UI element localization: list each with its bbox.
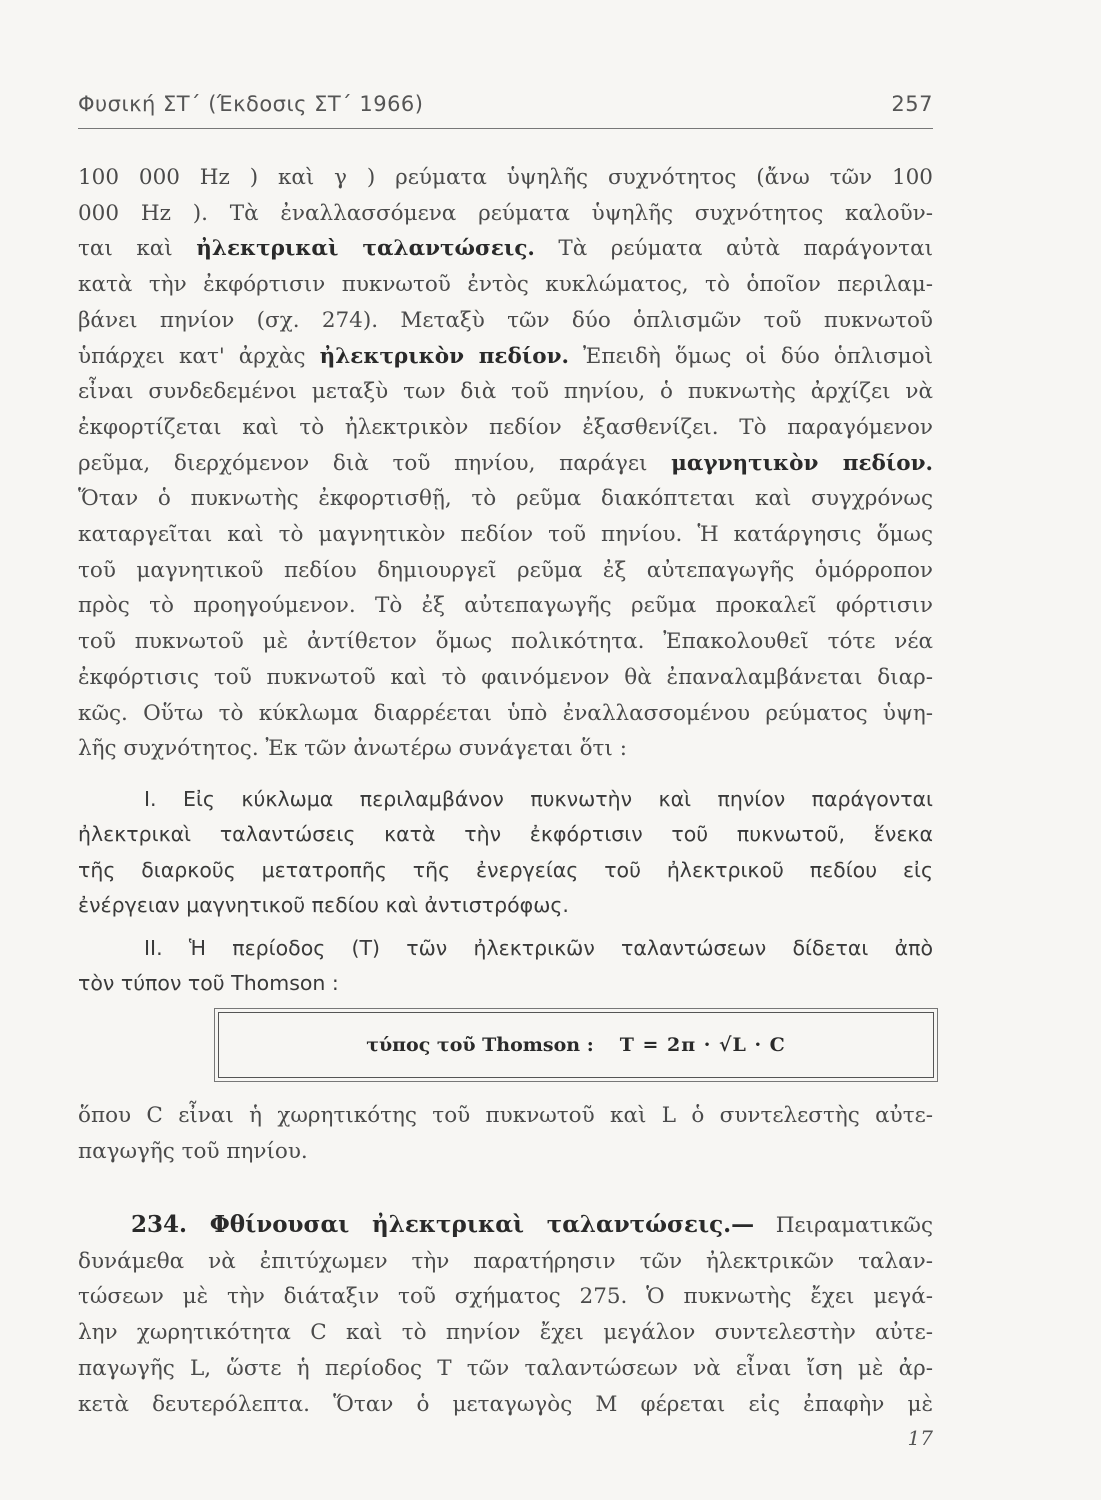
text-line xyxy=(78,410,933,446)
text-run: 100 000 Hz ) καὶ γ ) ρεύματα ὑψηλῆς συχνότητος (ἄνω τῶν 100 xyxy=(78,165,933,190)
text-run: 000 Hz ). Τὰ ἐναλλασσόμενα ρεύματα ὑψηλῆς συχνότητος καλοῦν- xyxy=(78,200,933,226)
text-run: τοῦ μαγνητικοῦ πεδίου δημιουργεῖ ρεῦμα ἐξ αὐτεπαγωγῆς ὁμόρροπον xyxy=(78,557,933,583)
text-line xyxy=(78,517,933,553)
text-line xyxy=(78,339,933,375)
list-item-1-line: Ι. Εἰς κύκλωμα περιλαμβάνον πυκνωτὴν καὶ πηνίον παράγονται xyxy=(144,787,933,811)
list-item-2-line: ΙΙ. Ἡ περίοδος (Τ) τῶν ἠλεκτρικῶν ταλαντώσεων δίδεται ἀπὸ xyxy=(144,936,933,961)
text-line xyxy=(78,731,933,767)
text-line: τώσεων μὲ τὴν διάταξιν τοῦ σχήματος 275. Ὁ πυκνωτὴς ἔχει μεγά- xyxy=(78,1284,933,1310)
text-line: λην χωρητικότητα C καὶ τὸ πηνίον ἔχει μεγάλον συντελεστὴν αὐτε- xyxy=(78,1320,933,1346)
list-item-1-line: τῆς διαρκοῦς μετατροπῆς τῆς ἐνεργείας τοῦ ἠλεκτρικοῦ πεδίου εἰς xyxy=(78,857,933,882)
text-line xyxy=(78,624,933,660)
text-run: κῶς. Οὕτω τὸ κύκλωμα διαρρέεται ὑπὸ ἐναλλασσομένου ρεύματος ὑψη- xyxy=(78,700,933,726)
text-line xyxy=(78,588,933,624)
text-run: ἐκφορτίζεται καὶ τὸ ἠλεκτρικὸν πεδίον ἐξασθενίζει. Τὸ παραγόμενον xyxy=(78,414,933,440)
text-line xyxy=(78,446,933,482)
page-number: 257 xyxy=(891,92,933,116)
section-first-line-rest: Πειραματικῶς xyxy=(775,1213,933,1238)
list-item-2-line: τὸν τύπον τοῦ Thomson : xyxy=(78,971,339,996)
text-run: Ὅταν ὁ πυκνωτὴς ἐκφορτισθῇ, τὸ ρεῦμα διακόπτεται καὶ συγχρόνως xyxy=(78,486,933,512)
text-run: ται καὶ xyxy=(78,236,197,262)
text-run: κατὰ τὴν ἐκφόρτισιν πυκνωτοῦ ἐντὸς κυκλώματος, τὸ ὁποῖον περιλαμ- xyxy=(78,272,933,298)
text-run: καταργεῖται καὶ τὸ μαγνητικὸν πεδίον τοῦ πηνίου. Ἡ κατάργησις ὅμως xyxy=(78,522,933,548)
section-heading: 234. Φθίνουσαι ἠλεκτρικαὶ ταλαντώσεις.— xyxy=(131,1211,755,1238)
text-line xyxy=(78,267,933,303)
text-run: πρὸς τὸ προηγούμενον. Τὸ ἐξ αὐτεπαγωγῆς ρεῦμα προκαλεῖ φόρτισιν xyxy=(78,593,933,619)
text-run: ἐκφόρτισις τοῦ πυκνωτοῦ καὶ τὸ φαινόμενον θὰ ἐπαναλαμβάνεται διαρ- xyxy=(78,664,933,690)
section-234 xyxy=(78,1207,933,1422)
text-line xyxy=(78,696,933,732)
conclusions-list xyxy=(78,782,933,1002)
formula-expression: T = 2π · √L · C xyxy=(619,1034,786,1056)
text-line xyxy=(78,660,933,696)
book-page xyxy=(78,0,933,1500)
formula-label: τύπος τοῦ Thomson : xyxy=(366,1034,594,1056)
text-line xyxy=(78,303,933,339)
text-line xyxy=(78,160,933,196)
text-run: Τὰ ρεύματα αὐτὰ παράγονται xyxy=(534,236,934,262)
text-run: λῆς συχνότητος. Ἐκ τῶν ἀνωτέρω συνάγεται ὅτι : xyxy=(78,736,627,762)
list-item-2 xyxy=(78,931,933,1002)
text-line xyxy=(78,196,933,232)
text-run: ρεῦμα, διερχόμενον διὰ τοῦ πηνίου, παράγει xyxy=(78,450,672,476)
paragraph-2 xyxy=(78,1098,933,1169)
text-run: βάνει πηνίον (σχ. 274). Μεταξὺ τῶν δύο ὁπλισμῶν τοῦ πυκνωτοῦ xyxy=(78,307,933,333)
header-title: Φυσική ΣΤ΄ (Έκδοσις ΣΤ΄ 1966) xyxy=(78,92,424,116)
text-line: κετὰ δευτερόλεπτα. Ὅταν ὁ μεταγωγὸς Μ φέρεται εἰς ἐπαφὴν μὲ xyxy=(78,1391,933,1417)
text-line: παγωγῆς L, ὥστε ἡ περίοδος T τῶν ταλαντώσεων νὰ εἶναι ἴση μὲ ἀρ- xyxy=(78,1355,933,1381)
text-line xyxy=(78,553,933,589)
text-run: ὑπάρχει κατ' ἀρχὰς xyxy=(78,343,320,369)
bold-term: ἠλεκτρικαὶ ταλαντώσεις. xyxy=(196,236,535,262)
bold-term: μαγνητικὸν πεδίον. xyxy=(671,450,934,476)
printer-signature: 17 xyxy=(907,1426,933,1450)
list-item-1 xyxy=(78,782,933,923)
list-item-1-line: ἠλεκτρικαὶ ταλαντώσεις κατὰ τὴν ἐκφόρτισιν τοῦ πυκνωτοῦ, ἕνεκα xyxy=(78,822,933,847)
paragraph-1 xyxy=(78,160,933,767)
text-run: Ἐπειδὴ ὅμως οἱ δύο ὁπλισμοὶ xyxy=(569,343,934,369)
text-line xyxy=(78,231,933,267)
text-line: δυνάμεθα νὰ ἐπιτύχωμεν τὴν παρατήρησιν τῶν ἠλεκτρικῶν ταλαν- xyxy=(78,1248,933,1274)
text-line: ὅπου C εἶναι ἡ χωρητικότης τοῦ πυκνωτοῦ καὶ L ὁ συντελεστὴς αὐτε- xyxy=(78,1103,933,1128)
bold-term: ἠλεκτρικὸν πεδίον. xyxy=(319,343,569,369)
text-run: εἶναι συνδεδεμένοι μεταξὺ των διὰ τοῦ πηνίου, ὁ πυκνωτὴς ἀρχίζει νὰ xyxy=(78,379,933,405)
thomson-formula-box xyxy=(218,1012,934,1078)
header-rule xyxy=(78,128,933,129)
list-item-1-line: ἐνέργειαν μαγνητικοῦ πεδίου καὶ ἀντιστρόφως. xyxy=(78,892,569,917)
text-line: παγωγῆς τοῦ πηνίου. xyxy=(78,1138,308,1164)
text-run: τοῦ πυκνωτοῦ μὲ ἀντίθετον ὅμως πολικότητα. Ἐπακολουθεῖ τότε νέα xyxy=(78,629,933,655)
running-header xyxy=(78,92,933,116)
text-line xyxy=(78,481,933,517)
text-line xyxy=(78,374,933,410)
